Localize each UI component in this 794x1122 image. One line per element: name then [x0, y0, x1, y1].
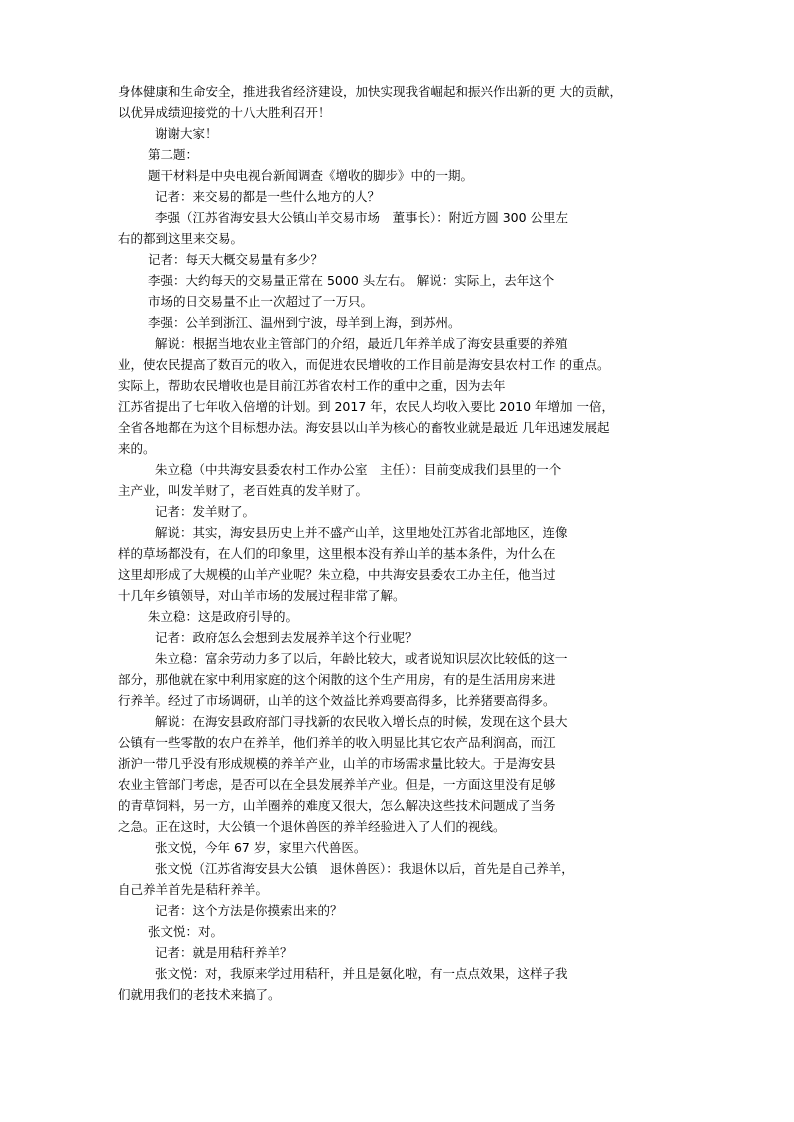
text-line: 自己养羊首先是秸秆养羊。	[118, 882, 269, 897]
text-line: 们就用我们的老技术来搞了。	[118, 987, 281, 1002]
text-line: 主产业，叫发羊财了，老百姓真的发羊财了。	[118, 483, 369, 498]
text-line: 的青草饲料，另一方，山羊圈养的难度又很大，怎么解决这些技术问题成了当务	[118, 798, 556, 813]
text-line: 之急。正在这时，大公镇一个退休兽医的养羊经验进入了人们的视线。	[118, 819, 506, 834]
text-line: 李强（江苏省海安县大公镇山羊交易市场 董事长）：附近方圆 300 公里左	[155, 210, 569, 225]
text-line: 记者：发羊财了。	[155, 504, 256, 519]
text-line: 十几年乡镇领导，对山羊市场的发展过程非常了解。	[118, 588, 406, 603]
text-line: 解说：在海安县政府部门寻找新的农民收入增长点的时候，发现在这个县大	[155, 714, 568, 729]
text-line: 记者：就是用秸秆养羊？	[155, 945, 293, 960]
text-line: 解说：其实，海安县历史上并不盛产山羊，这里地处江苏省北部地区，连像	[155, 525, 568, 540]
text-line: 张文悦：对。	[148, 924, 224, 939]
text-line: 市场的日交易量不止一次超过了一万只。	[148, 294, 374, 309]
text-line: 业，使农民提高了数百元的收入，而促进农民增收的工作目前是海安县农村工作 的重点。	[118, 357, 610, 372]
text-line: 这里却形成了大规模的山羊产业呢？朱立稳，中共海安县委农工办主任，他当过	[118, 567, 556, 582]
text-line: 李强：公羊到浙江、温州到宁波，母羊到上海，到苏州。	[148, 315, 461, 330]
text-line: 张文悦（江苏省海安县大公镇 退休兽医）：我退休以后，首先是自己养羊，	[155, 861, 574, 876]
text-line: 解说：根据当地农业主管部门的介绍，最近几年养羊成了海安县重要的养殖	[155, 336, 568, 351]
text-line: 记者：政府怎么会想到去发展养羊这个行业呢？	[155, 630, 418, 645]
text-line: 来的。	[118, 441, 156, 456]
text-line: 第二题：	[148, 147, 199, 162]
text-line: 江苏省提出了七年收入倍增的计划。到 2017 年，农民人均收入要比 2010 年增加 一倍，	[118, 399, 614, 414]
text-line: 实际上，帮助农民增收也是目前江苏省农村工作的重中之重，因为去年	[118, 378, 506, 393]
text-line: 记者：这个方法是你摸索出来的？	[155, 903, 343, 918]
text-line: 公镇有一些零散的农户在养羊，他们养羊的收入明显比其它农产品利润高，而江	[118, 735, 556, 750]
text-line: 浙沪一带几乎没有形成规模的养羊产业，山羊的市场需求量比较大。于是海安县	[118, 756, 556, 771]
text-line: 题干材料是中央电视台新闻调查《增收的脚步》中的一期。	[148, 168, 474, 183]
text-line: 样的草场都没有，在人们的印象里，这里根本没有养山羊的基本条件，为什么在	[118, 546, 556, 561]
text-line: 农业主管部门考虑，是否可以在全县发展养羊产业。但是，一方面这里没有足够	[118, 777, 556, 792]
text-line: 部分，那他就在家中利用家庭的这个闲散的这个生产用房，有的是生活用房来进	[118, 672, 556, 687]
text-line: 行养羊。经过了市场调研，山羊的这个效益比养鸡要高得多，比养猪要高得多。	[118, 693, 556, 708]
text-line: 朱立稳：富余劳动力多了以后，年龄比较大，或者说知识层次比较低的这一	[155, 651, 568, 666]
text-line: 朱立稳：这是政府引导的。	[148, 609, 299, 624]
text-line: 朱立稳（中共海安县委农村工作办公室 主任）：目前变成我们县里的一个	[155, 462, 562, 477]
text-line: 全省各地都在为这个目标想办法。海安县以山羊为核心的畜牧业就是最近 几年迅速发展起	[118, 420, 610, 435]
text-line: 张文悦：对，我原来学过用秸秆，并且是氨化啦，有一点点效果，这样子我	[155, 966, 568, 981]
text-line: 记者：来交易的都是一些什么地方的人？	[155, 189, 381, 204]
text-line: 李强：大约每天的交易量正常在 5000 头左右。 解说：实际上，去年这个	[148, 273, 555, 288]
text-line: 谢谢大家！	[155, 126, 218, 141]
text-line: 身体健康和生命安全，推进我省经济建设，加快实现我省崛起和振兴作出新的更 大的贡献，	[118, 84, 622, 99]
text-line: 右的都到这里来交易。	[118, 231, 244, 246]
text-line: 记者：每天大概交易量有多少？	[148, 252, 324, 267]
text-line: 张文悦，今年 67 岁，家里六代兽医。	[155, 840, 367, 855]
text-line: 以优异成绩迎接党的十八大胜利召开！	[118, 105, 331, 120]
